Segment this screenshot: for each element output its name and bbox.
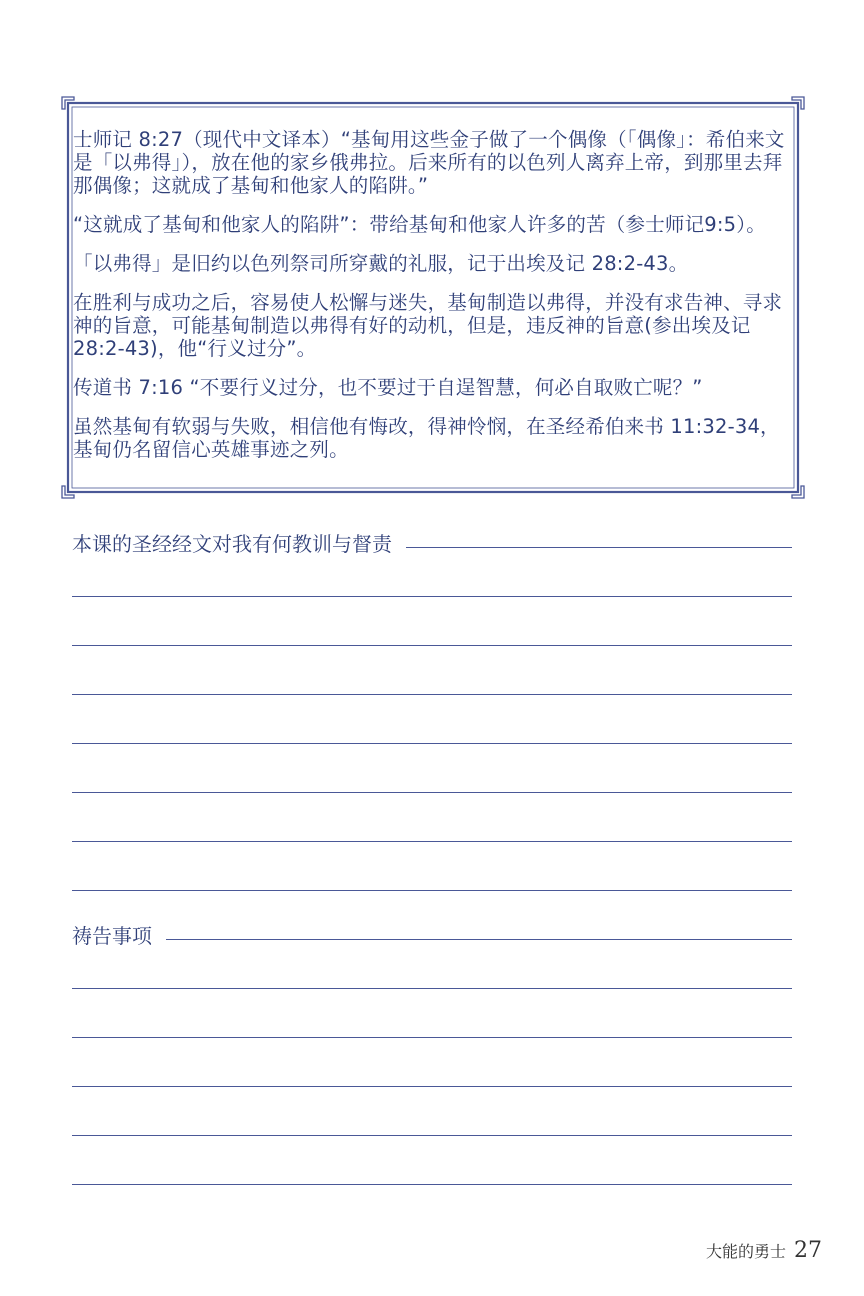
book-title: 大能的勇士 bbox=[705, 1242, 786, 1261]
prayer-items-section bbox=[72, 922, 792, 950]
writing-line[interactable] bbox=[72, 694, 792, 695]
note-box bbox=[60, 95, 806, 500]
lesson-reflection-header bbox=[72, 530, 792, 558]
note-paragraph: 「以弗得」是旧约以色列祭司所穿戴的礼服，记于出埃及记 28:2-43。 bbox=[73, 252, 689, 275]
writing-line[interactable] bbox=[72, 841, 792, 842]
lesson-reflection-section bbox=[72, 530, 792, 558]
writing-line[interactable] bbox=[72, 743, 792, 744]
note-paragraph: “这就成了基甸和他家人的陷阱”：带给基甸和他家人许多的苦（参士师记9:5）。 bbox=[73, 213, 766, 236]
note-paragraph: 士师记 8:27（现代中文译本）“基甸用这些金子做了一个偶像（「偶像」：希伯来文是「以弗得」），放在他的家乡俄弗拉。后来所有的以色列人离弃上帝，到那里去拜那偶像；这就成了基甸和他家人的陷阱。” bbox=[73, 128, 785, 197]
prayer-items-title: 祷告事项 bbox=[72, 922, 166, 950]
writing-line[interactable] bbox=[72, 1086, 792, 1087]
writing-line[interactable] bbox=[72, 645, 792, 646]
writing-line[interactable] bbox=[72, 596, 792, 597]
writing-line[interactable] bbox=[72, 890, 792, 891]
prayer-items-header bbox=[72, 922, 792, 950]
page-footer bbox=[706, 1238, 822, 1263]
page-number: 27 bbox=[794, 1238, 822, 1263]
writing-line[interactable] bbox=[72, 1037, 792, 1038]
note-paragraph: 虽然基甸有软弱与失败，相信他有悔改，得神怜悯，在圣经希伯来书 11:32-34，基甸仍名留信心英雄事迹之列。 bbox=[73, 415, 780, 461]
writing-line[interactable] bbox=[72, 792, 792, 793]
writing-line[interactable] bbox=[72, 1135, 792, 1136]
note-box-content bbox=[73, 128, 797, 477]
lesson-reflection-title: 本课的圣经经文对我有何教训与督责 bbox=[72, 530, 406, 558]
writing-line[interactable] bbox=[72, 939, 792, 940]
writing-line[interactable] bbox=[72, 1184, 792, 1185]
note-paragraph: 传道书 7:16 “不要行义过分，也不要过于自逞智慧，何必自取败亡呢？” bbox=[73, 376, 703, 399]
note-paragraph: 在胜利与成功之后，容易使人松懈与迷失，基甸制造以弗得，并没有求告神、寻求神的旨意，可能基甸制造以弗得有好的动机，但是，违反神的旨意(参出埃及记 28:2-43)，他“行义过分”。 bbox=[73, 291, 783, 360]
writing-line[interactable] bbox=[72, 988, 792, 989]
